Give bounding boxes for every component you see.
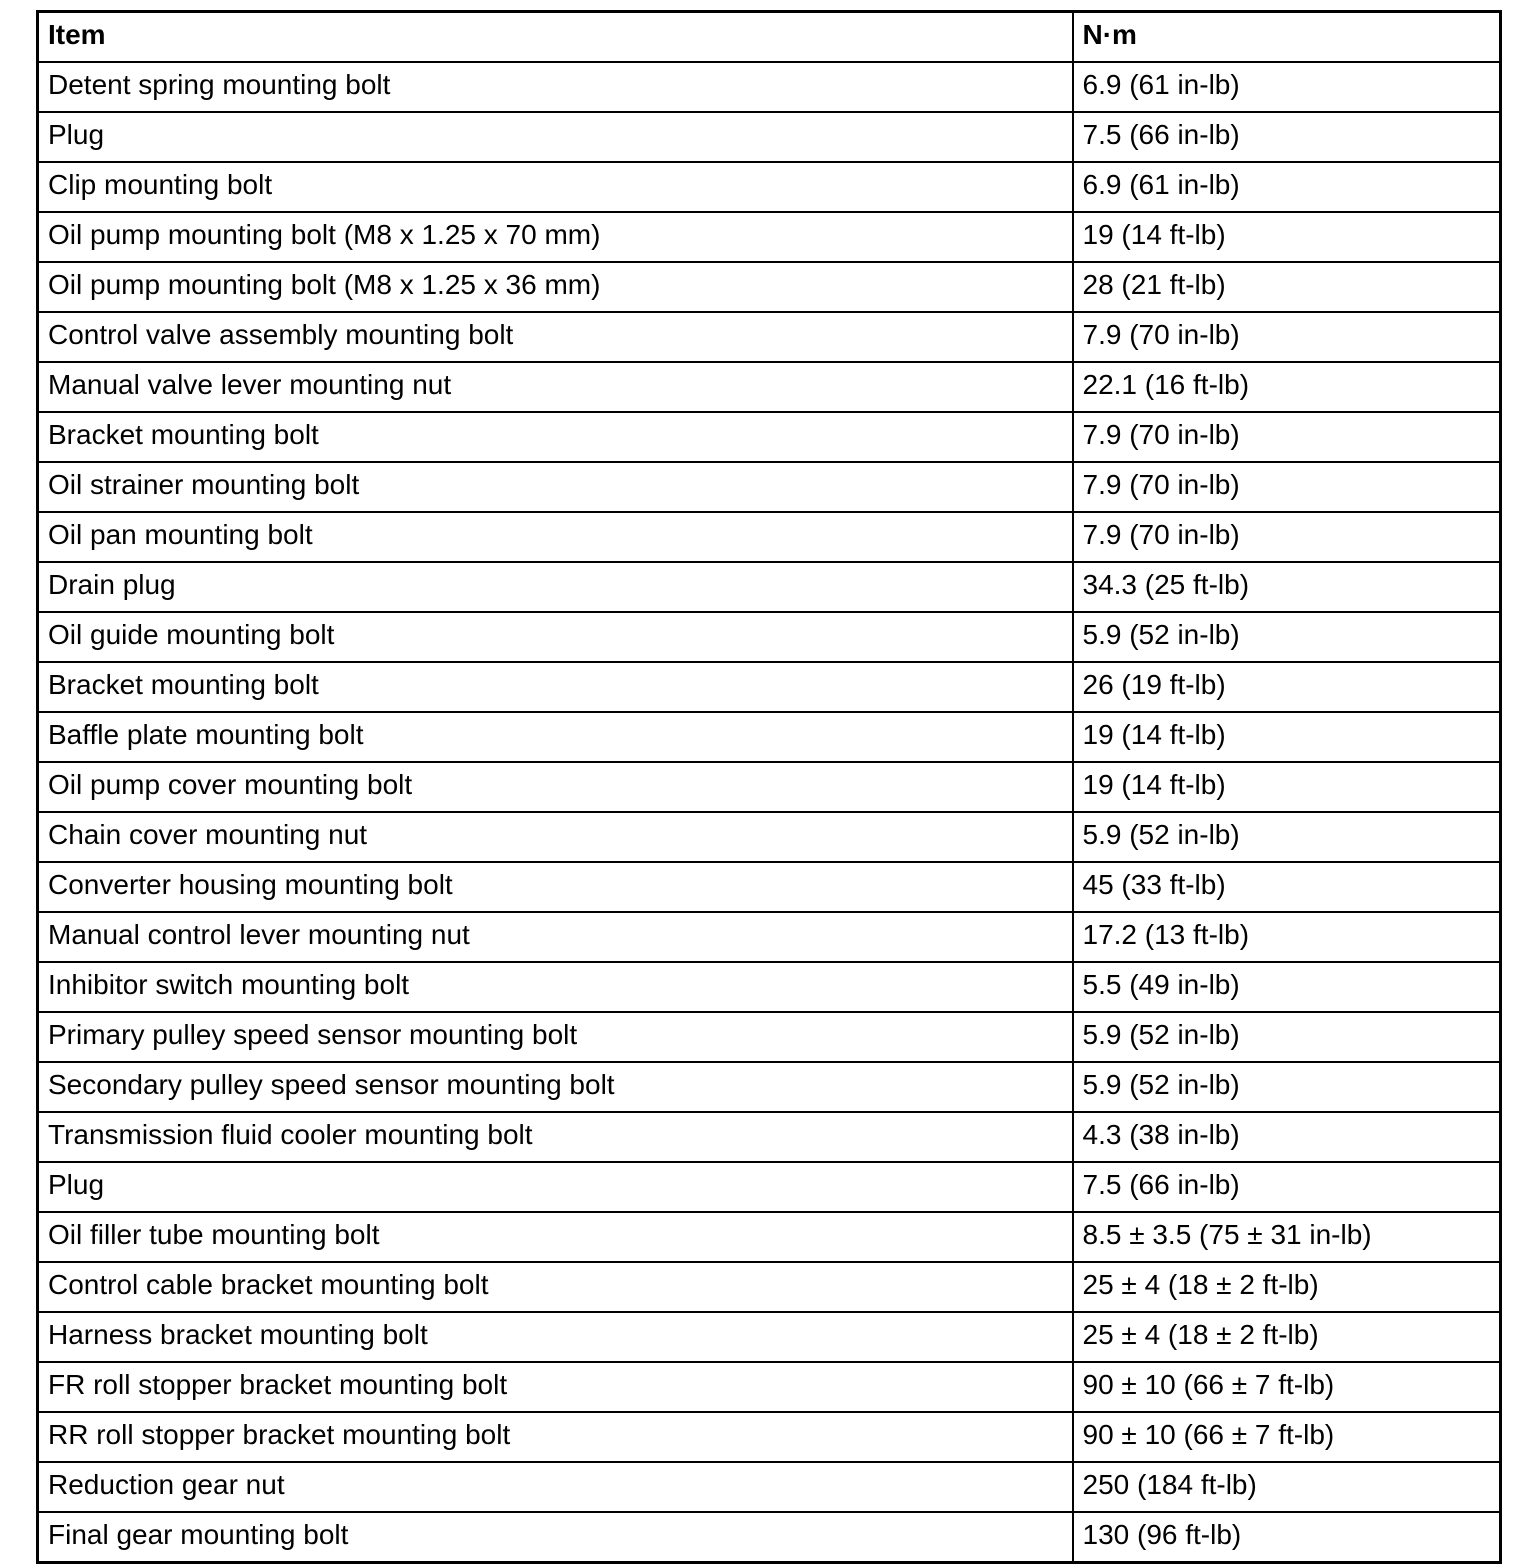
table-row xyxy=(38,212,1501,262)
torque-cell: 45 (33 ft-lb) xyxy=(1073,862,1501,912)
table-row xyxy=(38,1312,1501,1362)
torque-cell: 25 ± 4 (18 ± 2 ft-lb) xyxy=(1073,1312,1501,1362)
table-row xyxy=(38,1512,1501,1563)
torque-cell: 7.9 (70 in-lb) xyxy=(1073,412,1501,462)
item-cell: Inhibitor switch mounting bolt xyxy=(38,962,1073,1012)
table-row xyxy=(38,112,1501,162)
torque-spec-table xyxy=(36,10,1502,1564)
item-cell: Manual valve lever mounting nut xyxy=(38,362,1073,412)
torque-cell: 26 (19 ft-lb) xyxy=(1073,662,1501,712)
torque-cell: 6.9 (61 in-lb) xyxy=(1073,162,1501,212)
table-row xyxy=(38,1062,1501,1112)
torque-cell: 22.1 (16 ft-lb) xyxy=(1073,362,1501,412)
item-cell: Oil filler tube mounting bolt xyxy=(38,1212,1073,1262)
item-cell: Oil pan mounting bolt xyxy=(38,512,1073,562)
torque-cell: 7.5 (66 in-lb) xyxy=(1073,1162,1501,1212)
item-cell: Final gear mounting bolt xyxy=(38,1512,1073,1563)
torque-cell: 8.5 ± 3.5 (75 ± 31 in-lb) xyxy=(1073,1212,1501,1262)
table-row xyxy=(38,412,1501,462)
table-body xyxy=(38,62,1501,1563)
column-header-item: Item xyxy=(38,12,1073,63)
header-row xyxy=(38,12,1501,63)
table-row xyxy=(38,1112,1501,1162)
item-cell: Baffle plate mounting bolt xyxy=(38,712,1073,762)
table-row xyxy=(38,1212,1501,1262)
item-cell: Clip mounting bolt xyxy=(38,162,1073,212)
table-row xyxy=(38,1362,1501,1412)
item-cell: Plug xyxy=(38,112,1073,162)
item-cell: FR roll stopper bracket mounting bolt xyxy=(38,1362,1073,1412)
torque-cell: 5.9 (52 in-lb) xyxy=(1073,1012,1501,1062)
table-row xyxy=(38,862,1501,912)
torque-cell: 17.2 (13 ft-lb) xyxy=(1073,912,1501,962)
table-row xyxy=(38,712,1501,762)
item-cell: Control valve assembly mounting bolt xyxy=(38,312,1073,362)
item-cell: Oil pump cover mounting bolt xyxy=(38,762,1073,812)
table-row xyxy=(38,1412,1501,1462)
item-cell: Secondary pulley speed sensor mounting bolt xyxy=(38,1062,1073,1112)
item-cell: Oil guide mounting bolt xyxy=(38,612,1073,662)
table-row xyxy=(38,312,1501,362)
item-cell: Transmission fluid cooler mounting bolt xyxy=(38,1112,1073,1162)
item-cell: Bracket mounting bolt xyxy=(38,662,1073,712)
torque-cell: 19 (14 ft-lb) xyxy=(1073,712,1501,762)
torque-cell: 7.9 (70 in-lb) xyxy=(1073,512,1501,562)
table-row xyxy=(38,262,1501,312)
torque-cell: 130 (96 ft-lb) xyxy=(1073,1512,1501,1563)
table-row xyxy=(38,1462,1501,1512)
torque-cell: 6.9 (61 in-lb) xyxy=(1073,62,1501,112)
table-row xyxy=(38,512,1501,562)
item-cell: Control cable bracket mounting bolt xyxy=(38,1262,1073,1312)
table-row xyxy=(38,1262,1501,1312)
torque-cell: 5.9 (52 in-lb) xyxy=(1073,1062,1501,1112)
torque-cell: 5.9 (52 in-lb) xyxy=(1073,812,1501,862)
table-row xyxy=(38,812,1501,862)
table-row xyxy=(38,662,1501,712)
item-cell: RR roll stopper bracket mounting bolt xyxy=(38,1412,1073,1462)
item-cell: Plug xyxy=(38,1162,1073,1212)
torque-cell: 7.9 (70 in-lb) xyxy=(1073,312,1501,362)
item-cell: Harness bracket mounting bolt xyxy=(38,1312,1073,1362)
item-cell: Bracket mounting bolt xyxy=(38,412,1073,462)
item-cell: Converter housing mounting bolt xyxy=(38,862,1073,912)
item-cell: Primary pulley speed sensor mounting bolt xyxy=(38,1012,1073,1062)
table-row xyxy=(38,62,1501,112)
torque-cell: 250 (184 ft-lb) xyxy=(1073,1462,1501,1512)
item-cell: Oil strainer mounting bolt xyxy=(38,462,1073,512)
torque-cell: 19 (14 ft-lb) xyxy=(1073,212,1501,262)
table-row xyxy=(38,462,1501,512)
torque-cell: 4.3 (38 in-lb) xyxy=(1073,1112,1501,1162)
torque-cell: 5.9 (52 in-lb) xyxy=(1073,612,1501,662)
torque-cell: 90 ± 10 (66 ± 7 ft-lb) xyxy=(1073,1412,1501,1462)
table-row xyxy=(38,362,1501,412)
item-cell: Oil pump mounting bolt (M8 x 1.25 x 70 mm) xyxy=(38,212,1073,262)
item-cell: Drain plug xyxy=(38,562,1073,612)
torque-cell: 7.9 (70 in-lb) xyxy=(1073,462,1501,512)
table-row xyxy=(38,562,1501,612)
table-row xyxy=(38,762,1501,812)
table-row xyxy=(38,162,1501,212)
torque-cell: 5.5 (49 in-lb) xyxy=(1073,962,1501,1012)
table-row xyxy=(38,962,1501,1012)
item-cell: Chain cover mounting nut xyxy=(38,812,1073,862)
torque-cell: 34.3 (25 ft-lb) xyxy=(1073,562,1501,612)
torque-cell: 7.5 (66 in-lb) xyxy=(1073,112,1501,162)
column-header-torque: N·m xyxy=(1073,12,1501,63)
item-cell: Reduction gear nut xyxy=(38,1462,1073,1512)
item-cell: Oil pump mounting bolt (M8 x 1.25 x 36 mm) xyxy=(38,262,1073,312)
table-row xyxy=(38,912,1501,962)
torque-cell: 90 ± 10 (66 ± 7 ft-lb) xyxy=(1073,1362,1501,1412)
table-row xyxy=(38,1162,1501,1212)
table-row xyxy=(38,612,1501,662)
item-cell: Manual control lever mounting nut xyxy=(38,912,1073,962)
torque-cell: 28 (21 ft-lb) xyxy=(1073,262,1501,312)
torque-cell: 25 ± 4 (18 ± 2 ft-lb) xyxy=(1073,1262,1501,1312)
torque-cell: 19 (14 ft-lb) xyxy=(1073,762,1501,812)
table-row xyxy=(38,1012,1501,1062)
item-cell: Detent spring mounting bolt xyxy=(38,62,1073,112)
